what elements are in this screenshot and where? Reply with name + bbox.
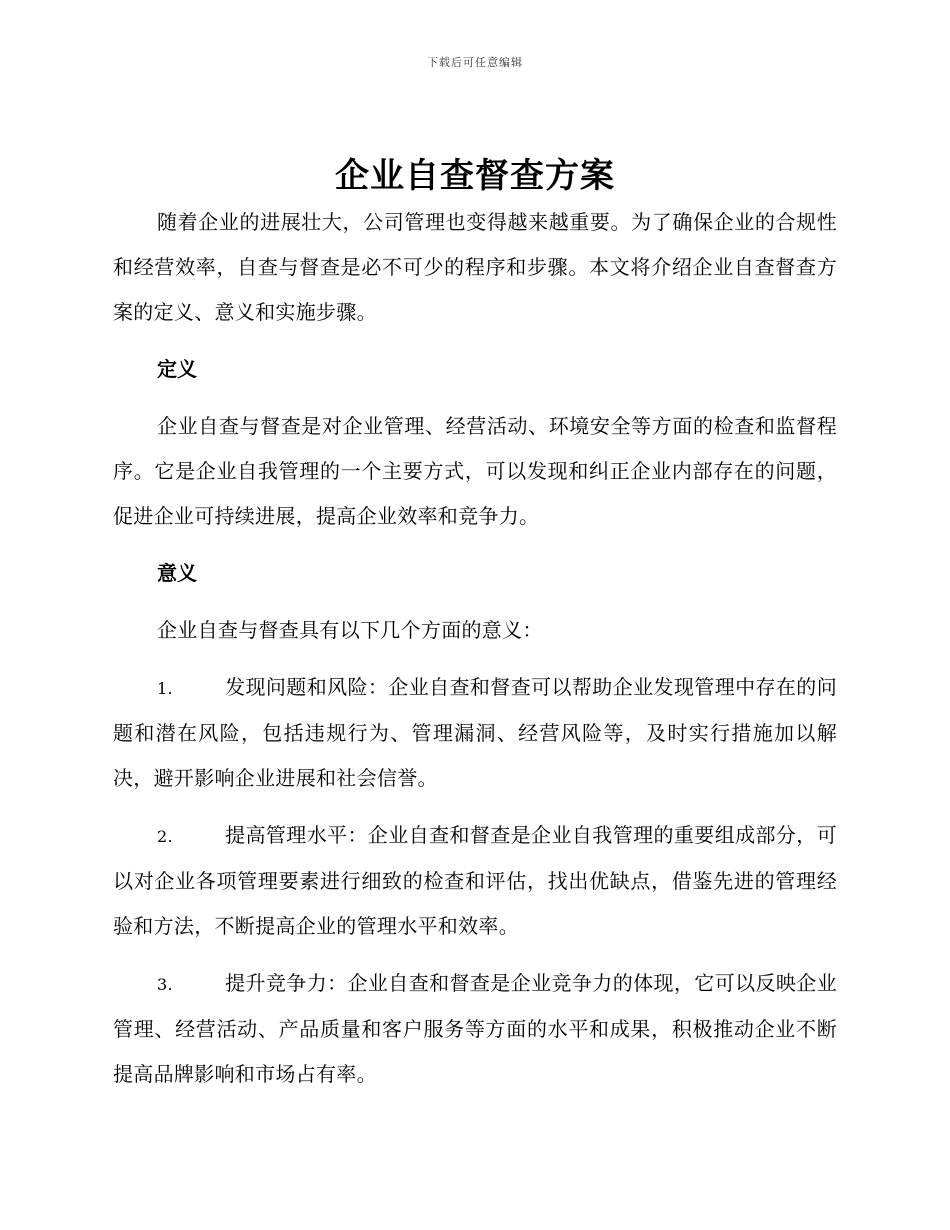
- header-note: 下载后可任意编辑: [427, 56, 523, 69]
- definition-heading: 定义: [157, 357, 197, 381]
- significance-heading: 意义: [157, 561, 197, 585]
- list-item-text: 提升竞争力：企业自查和督查是企业竞争力的体现，它可以反映企业管理、经营活动、产品质量和客户服务等方面的水平和成果，积极推动企业不断提高品牌影响和市场占有率。: [113, 971, 837, 1086]
- significance-lead: 企业自查与督查具有以下几个方面的意义：: [157, 618, 543, 642]
- list-item: [113, 813, 837, 949]
- list-item-text: 发现问题和风险：企业自查和督查可以帮助企业发现管理中存在的问题和潜在风险，包括违规行为、管理漏洞、经营风险等，及时实行措施加以解决，避开影响企业进展和社会信誉。: [113, 675, 837, 790]
- document-body: [113, 200, 837, 1109]
- list-item-number: 1.: [157, 679, 173, 698]
- definition-paragraph: 企业自查与督查是对企业管理、经营活动、环境安全等方面的检查和监督程序。它是企业自我管理的一个主要方式，可以发现和纠正企业内部存在的问题，促进企业可持续进展，提高企业效率和竞争力。: [113, 414, 837, 528]
- list-item: [113, 665, 837, 801]
- document-title: 企业自查督查方案: [335, 156, 615, 196]
- list-item-number: 3.: [157, 975, 173, 994]
- intro-paragraph: 随着企业的进展壮大，公司管理也变得越来越重要。为了确保企业的合规性和经营效率，自查与督查是必不可少的程序和步骤。本文将介绍企业自查督查方案的定义、意义和实施步骤。: [113, 210, 837, 324]
- list-item-text: 提高管理水平：企业自查和督查是企业自我管理的重要组成部分，可以对企业各项管理要素进行细致的检查和评估，找出优缺点，借鉴先进的管理经验和方法，不断提高企业的管理水平和效率。: [113, 823, 837, 938]
- list-item-number: 2.: [157, 827, 173, 846]
- list-item: [113, 961, 837, 1097]
